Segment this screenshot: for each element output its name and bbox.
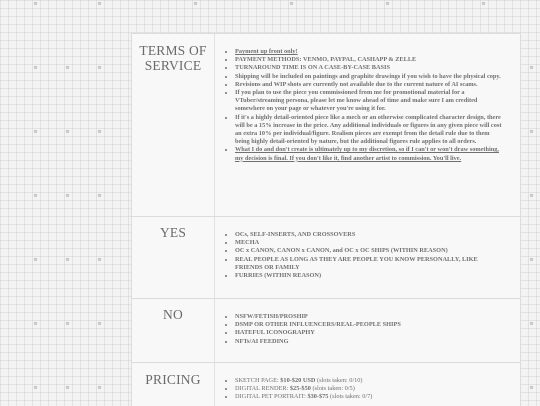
section-divider <box>132 362 520 363</box>
column-divider <box>214 34 215 406</box>
no-heading: NO <box>163 307 183 322</box>
pricing-item: • SKETCH PAGE: $10-$20 USD (slots taken: 0/10) <box>235 377 503 385</box>
terms-list <box>226 48 503 163</box>
terms-item: • If it's a highly detail-oriented piece like a mech or an otherwise complicated character design, there will be a 15% increase in the price. Any additional individuals or figures in any given piece will cost an extra 10% per individual/figure. Realism pieces are exempt from the detail rule due to them being highly detail-oriented by nature, but the additional figures rule applies to all orders. <box>235 114 503 147</box>
yes-item: • OCs, SELF-INSERTS, AND CROSSOVERS <box>235 231 503 239</box>
commission-info-card <box>131 33 521 406</box>
terms-item: • Revisions and WIP shots are currently not available due to the current nature of AI scams. <box>235 81 503 89</box>
terms-item: • Payment up front only! <box>235 48 503 56</box>
pricing-item: • DIGITAL RENDER: $25-$50 (slots taken: 0/5) <box>235 385 503 393</box>
terms-item: • PAYMENT METHODS: VENMO, PAYPAL, CASHAPP & ZELLE <box>235 56 503 64</box>
yes-list <box>226 231 503 280</box>
section-divider <box>132 216 520 217</box>
pricing-heading: PRICING <box>145 372 201 387</box>
pricing-item: • DIGITAL PET PORTRAIT: $30-$75 (slots taken: 0/7) <box>235 393 503 401</box>
terms-item: • TURNAROUND TIME IS ON A CASE-BY-CASE BASIS <box>235 64 503 72</box>
terms-item: • Shipping will be included on paintings and graphite drawings if you wish to have the physical copy. <box>235 73 503 81</box>
terms-heading: TERMS OF SERVICE <box>139 43 207 73</box>
no-item: • NSFW/FETISH/PROSHIP <box>235 313 503 321</box>
no-item: • HATEFUL ICONOGRAPHY <box>235 329 503 337</box>
yes-item: • REAL PEOPLE AS LONG AS THEY ARE PEOPLE YOU KNOW PERSONALLY, LIKE FRIENDS OR FAMILY <box>235 256 503 272</box>
pricing-list <box>226 377 503 402</box>
section-divider <box>132 298 520 299</box>
yes-item: • MECHA <box>235 239 503 247</box>
yes-heading: YES <box>159 225 187 240</box>
no-item: • DSMP OR OTHER INFLUENCERS/REAL-PEOPLE SHIPS <box>235 321 503 329</box>
yes-item: • FURRIES (WITHIN REASON) <box>235 272 503 280</box>
no-list <box>226 313 503 346</box>
terms-item: • What I do and don't create is ultimately up to my discretion, so if I can't or won't draw something, my decision is final. If you don't like it, find another artist to commission. You'll live. <box>235 146 503 162</box>
no-item: • NFTs/AI FEEDING <box>235 338 503 346</box>
yes-item: • OC x CANON, CANON x CANON, and OC x OC SHIPS (WITHIN REASON) <box>235 247 503 255</box>
terms-item: • If you plan to use the piece you commissioned from me for promotional material for a VTuber/streaming persona, please let me know ahead of time and make sure I am credited somewhere on your page or whatever you're using it for. <box>235 89 503 114</box>
